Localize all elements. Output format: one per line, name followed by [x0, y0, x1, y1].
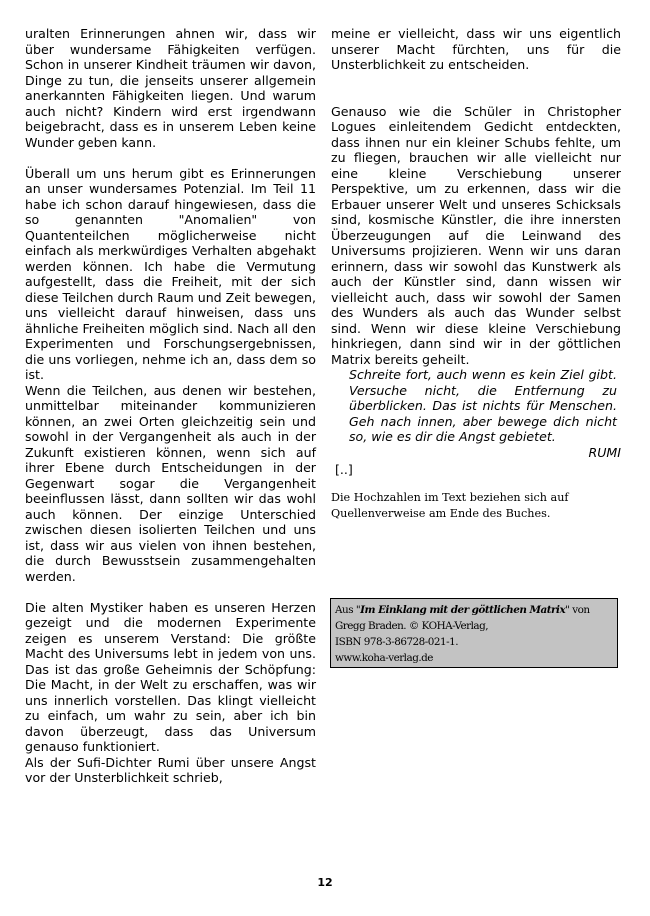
poem-quote: Schreite fort, auch wenn es kein Ziel gibt. Versuche nicht, die Entfernung zu überblicken. Das ist nichts für Menschen. Geh nach innen, aber bewege dich nicht so, wie es dir die Angst gebietet.: [349, 367, 617, 444]
poem-author: RUMI: [588, 444, 621, 460]
paragraph: Die alten Mystiker haben es unseren Herzen gezeigt und die modernen Experimente zeigen es unserem Verstand: Die größte Macht des Universums lebt in jedem von uns. Das ist das große Geheimnis der Schöpfung: Die Macht, in der Welt zu erschaffen, was wir uns innerlich vorstellen. Das klingt vielleicht zu einfach, um wahr zu sein, aber ich bin davon überzeugt, dass das Universum genauso funktioniert.: [25, 599, 316, 754]
page-number: 12: [317, 876, 333, 889]
footnote: Die Hochzahlen im Text beziehen sich auf Quellenverweise am Ende des Buches.: [331, 490, 569, 520]
paragraph: Wenn die Teilchen, aus denen wir bestehen, unmittelbar miteinander kommunizieren können, an zwei Orten gleichzeitig sein und sowohl in der Vergangenheit als auch in der Zukunft existieren können, wenn sich auf ihrer Ebene durch Entscheidungen in der Gegenwart sogar die Vergangenheit beeinflussen lässt, dann sollten wir das wohl auch können. Der einzige Unterschied zwischen diesen isolierten Teilchen und uns ist, dass wir aus vielen von ihnen bestehen, die durch Bewusstsein zusammengehalten werden.: [25, 382, 316, 584]
source-line-2: Gregg Braden. © KOHA-Verlag,: [335, 620, 489, 632]
ellipsis: [..]: [335, 462, 353, 477]
paragraph: Als der Sufi-Dichter Rumi über unsere Angst vor der Unsterblichkeit schrieb,: [25, 754, 316, 785]
source-box: [330, 598, 618, 668]
source-line-1: Aus "Im Einklang mit der göttlichen Matrix" von: [335, 604, 590, 616]
source-line-3: ISBN 978-3-86728-021-1.: [335, 636, 459, 648]
paragraph: uralten Erinnerungen ahnen wir, dass wir über wundersame Fähigkeiten verfügen. Schon in unserer Kindheit träumen wir davon, Dinge zu tun, die jenseits unserer allgemein anerkannten Fähigkeiten liegen. Und warum auch nicht? Kindern wird erst irgendwann beigebracht, dass es in unserem Leben keine Wunder geben kann.: [25, 26, 316, 150]
book-title: Im Einklang mit der göttlichen Matrix: [360, 604, 566, 616]
right-column: [331, 26, 621, 522]
paragraph: meine er vielleicht, dass wir uns eigentlich unserer Macht fürchten, uns für die Unsterblichkeit zu entscheiden.: [331, 26, 621, 72]
paragraph: Genauso wie die Schüler in Christopher Logues einleitendem Gedicht entdeckten, dass ihnen nur ein kleiner Schubs fehlte, um zu fliegen, brauchen wir alle vielleicht nur eine kleine Verschiebung unserer Perspektive, um zu erkennen, dass wir die Erbauer unserer Welt und unseres Schicksals sind, kosmische Künstler, die ihre innersten Überzeugungen auf die Leinwand des Universums projizieren. Wenn wir uns daran erinnern, dass wir sowohl das Kunstwerk als auch der Künstler sind, dann wissen wir vielleicht auch, dass wir sowohl der Samen des Wunders als auch das Wunder selbst sind. Wenn wir diese kleine Verschiebung hinkriegen, dann sind wir in der göttlichen Matrix bereits geheilt.: [331, 103, 621, 367]
source-website: www.koha-verlag.de: [335, 652, 433, 664]
paragraph: Überall um uns herum gibt es Erinnerungen an unser wundersames Potenzial. Im Teil 11 habe ich schon darauf hingewiesen, dass die so genannten "Anomalien" von Quantenteilchen möglicherweise nicht einfach als merkwürdiges Verhalten abgehakt werden können. Ich habe die Vermutung aufgestellt, dass die Freiheit, mit der sich diese Teilchen durch Raum und Zeit bewegen, uns vielleicht darauf hinweisen, dass uns ähnliche Freiheiten möglich sind. Nach all den Experimenten und Forschungsergebnissen, die uns vorliegen, nehme ich an, dass dem so ist.: [25, 165, 317, 382]
left-column: [25, 26, 316, 786]
